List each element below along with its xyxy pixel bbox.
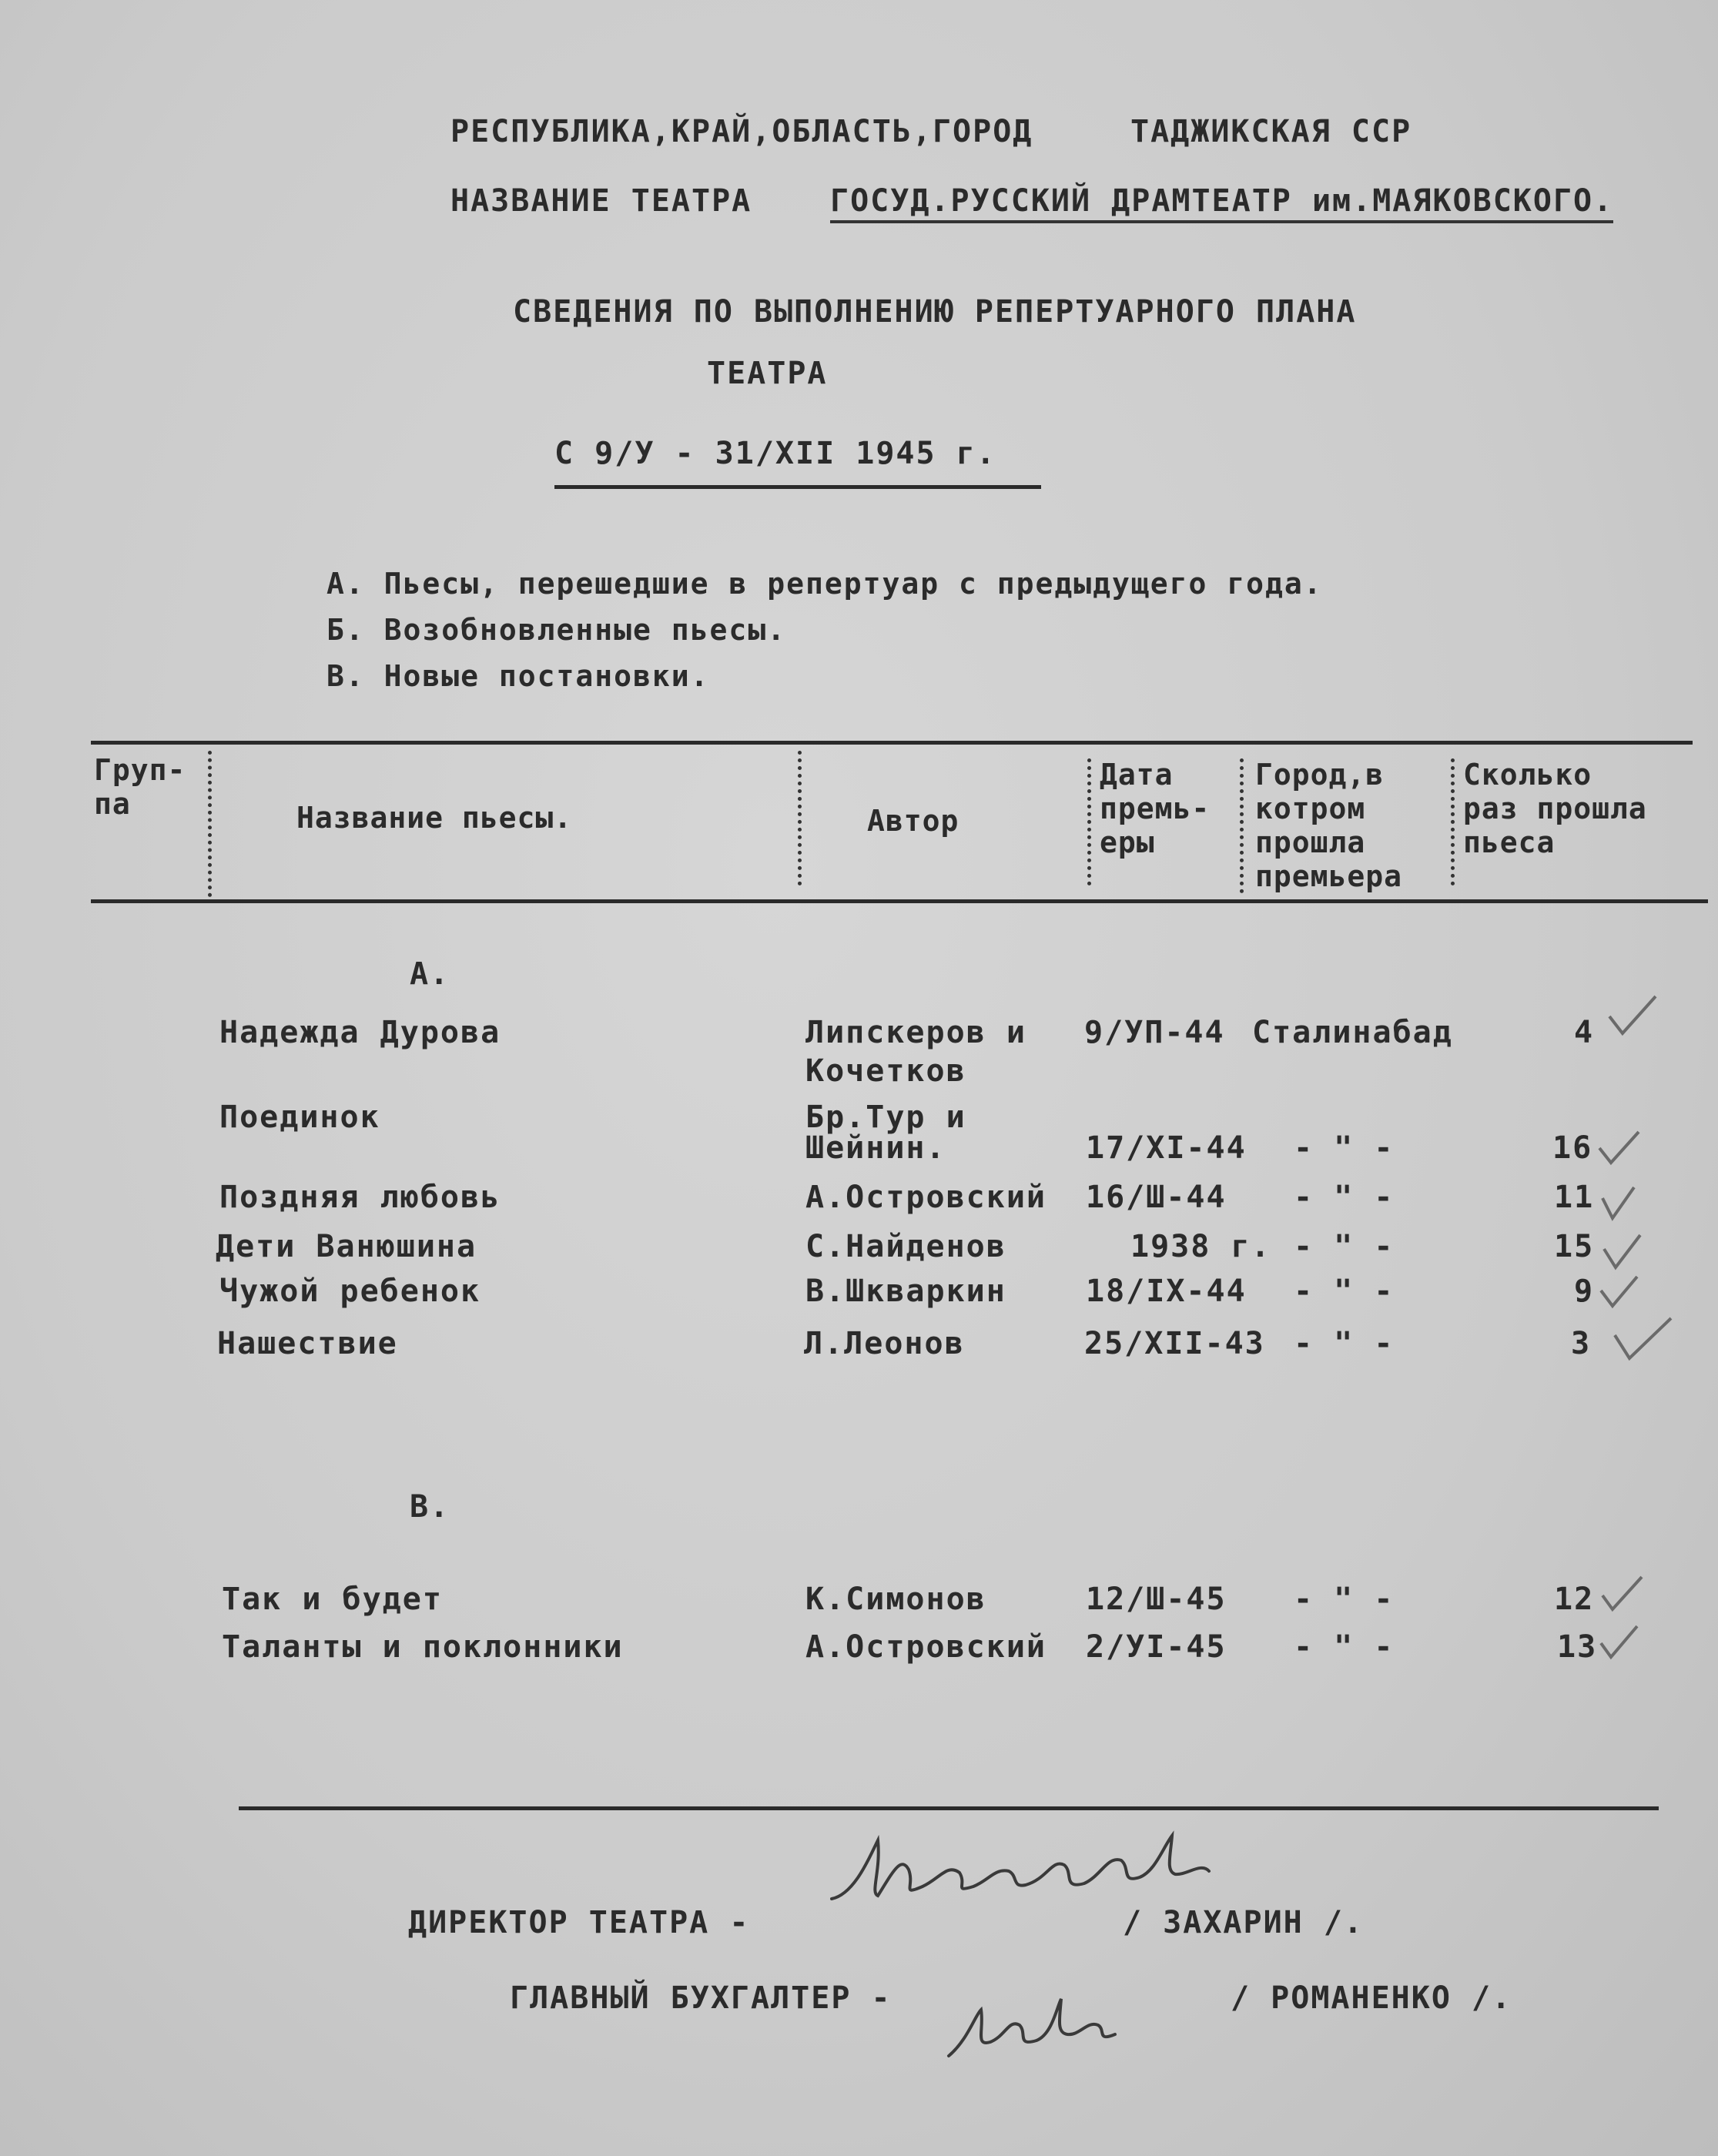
performance-count: 12 — [1554, 1582, 1595, 1617]
check-mark-icon — [1611, 1315, 1674, 1363]
table-row — [0, 1180, 1718, 1226]
premiere-date: 1938 г. — [1130, 1229, 1271, 1264]
premiere-city: - " - — [1294, 1582, 1395, 1617]
table-row — [0, 1229, 1718, 1275]
column-header-count: Сколько раз прошла пьеса — [1463, 758, 1647, 859]
play-title: Надежда Дурова — [219, 1015, 501, 1050]
play-title: Нашествие — [217, 1326, 398, 1361]
column-header-city: Город,в котром прошла премьера — [1255, 758, 1403, 893]
check-mark-icon — [1606, 993, 1659, 1040]
group-label-a: А. — [410, 956, 450, 992]
legend-item-a: А. Пьесы, перешедшие в репертуар с предыдущего года. — [327, 567, 1323, 601]
table-header-rule — [91, 899, 1708, 903]
table-row — [0, 1326, 1718, 1372]
column-header-group: Груп- па — [94, 753, 186, 821]
play-author: Бр.Тур и — [805, 1100, 966, 1135]
performance-count: 9 — [1574, 1274, 1595, 1309]
play-author: А.Островский — [805, 1180, 1047, 1215]
play-title: Поздняя любовь — [219, 1180, 501, 1215]
column-divider — [1087, 758, 1091, 886]
period-underline — [554, 485, 1041, 489]
table-row — [0, 1582, 1718, 1628]
director-signature — [824, 1825, 1224, 1925]
column-header-play: Название пьесы. — [296, 801, 573, 835]
report-title-line2: ТЕАТРА — [707, 356, 828, 391]
legend-item-v: В. Новые постановки. — [327, 659, 710, 693]
premiere-city: - " - — [1294, 1326, 1395, 1361]
director-label: ДИРЕКТОР ТЕАТРА - — [408, 1905, 750, 1940]
check-mark-icon — [1599, 1183, 1637, 1221]
check-mark-icon — [1599, 1574, 1645, 1614]
column-divider — [1451, 758, 1455, 886]
check-mark-icon — [1596, 1129, 1642, 1167]
play-author: Л.Леонов — [804, 1326, 965, 1361]
table-row — [0, 1629, 1718, 1676]
play-author: С.Найденов — [805, 1229, 1006, 1264]
play-title: Таланты и поклонники — [222, 1629, 624, 1665]
column-divider — [208, 751, 212, 897]
premiere-date: 2/УI-45 — [1086, 1629, 1227, 1665]
check-mark-icon — [1597, 1623, 1640, 1662]
column-header-date: Дата премь- еры — [1100, 758, 1211, 859]
column-header-author: Автор — [867, 804, 959, 838]
play-author-line2: Кочетков — [805, 1053, 966, 1089]
check-mark-icon — [1600, 1230, 1643, 1272]
table-top-rule — [91, 741, 1693, 745]
premiere-city: - " - — [1294, 1274, 1395, 1309]
performance-count: 13 — [1557, 1629, 1598, 1665]
region-value: ТАДЖИКСКАЯ ССР — [1130, 114, 1412, 149]
play-author: К.Симонов — [805, 1582, 986, 1617]
performance-count: 16 — [1552, 1130, 1593, 1166]
theatre-value: ГОСУД.РУССКИЙ ДРАМТЕАТР им.МАЯКОВСКОГО. — [830, 183, 1613, 223]
director-name: / ЗАХАРИН /. — [1123, 1905, 1364, 1940]
theatre-label: НАЗВАНИЕ ТЕАТРА — [450, 183, 752, 219]
performance-count: 11 — [1554, 1180, 1595, 1215]
play-author: В.Шкваркин — [805, 1274, 1006, 1309]
premiere-city: - " - — [1294, 1130, 1395, 1166]
performance-count: 3 — [1571, 1326, 1592, 1361]
play-author: Липскеров и — [805, 1015, 1026, 1050]
accountant-name: / РОМАНЕНКО /. — [1231, 1980, 1512, 2016]
accountant-label: ГЛАВНЫЙ БУХГАЛТЕР - — [510, 1980, 892, 2016]
premiere-date: 25/ХII-43 — [1084, 1326, 1265, 1361]
premiere-city: - " - — [1294, 1180, 1395, 1215]
report-period: С 9/У - 31/ХII 1945 г. — [554, 436, 996, 471]
play-title: Так и будет — [222, 1582, 443, 1617]
premiere-date: 12/Ш-45 — [1086, 1582, 1227, 1617]
footer-rule — [239, 1806, 1659, 1810]
play-author-line2: Шейнин. — [805, 1130, 946, 1166]
legend-item-b: Б. Возобновленные пьесы. — [327, 613, 787, 647]
check-mark-icon — [1597, 1272, 1640, 1311]
group-label-v: В. — [410, 1489, 450, 1525]
performance-count: 15 — [1554, 1229, 1595, 1264]
column-divider — [1240, 758, 1244, 893]
premiere-date: 16/Ш-44 — [1086, 1180, 1227, 1215]
premiere-city: - " - — [1294, 1629, 1395, 1665]
play-title: Чужой ребенок — [219, 1274, 481, 1309]
column-divider — [798, 751, 802, 886]
premiere-date: 17/ХI-44 — [1086, 1130, 1247, 1166]
table-row — [0, 1100, 1718, 1166]
play-title: Дети Ванюшина — [216, 1229, 477, 1264]
performance-count: 4 — [1574, 1015, 1595, 1050]
premiere-date: 18/IX-44 — [1086, 1274, 1247, 1309]
play-title: Поединок — [219, 1100, 380, 1135]
report-title: СВЕДЕНИЯ ПО ВЫПОЛНЕНИЮ РЕПЕРТУАРНОГО ПЛАНА — [513, 294, 1357, 330]
play-author: А.Островский — [805, 1629, 1047, 1665]
region-label: РЕСПУБЛИКА,КРАЙ,ОБЛАСТЬ,ГОРОД — [450, 114, 1033, 149]
premiere-date: 9/УП-44 — [1084, 1015, 1225, 1050]
table-row — [0, 1274, 1718, 1320]
table-row — [0, 1015, 1718, 1089]
premiere-city: - " - — [1294, 1229, 1395, 1264]
premiere-city: Сталинабад — [1252, 1015, 1453, 1050]
accountant-signature — [944, 1985, 1129, 2070]
